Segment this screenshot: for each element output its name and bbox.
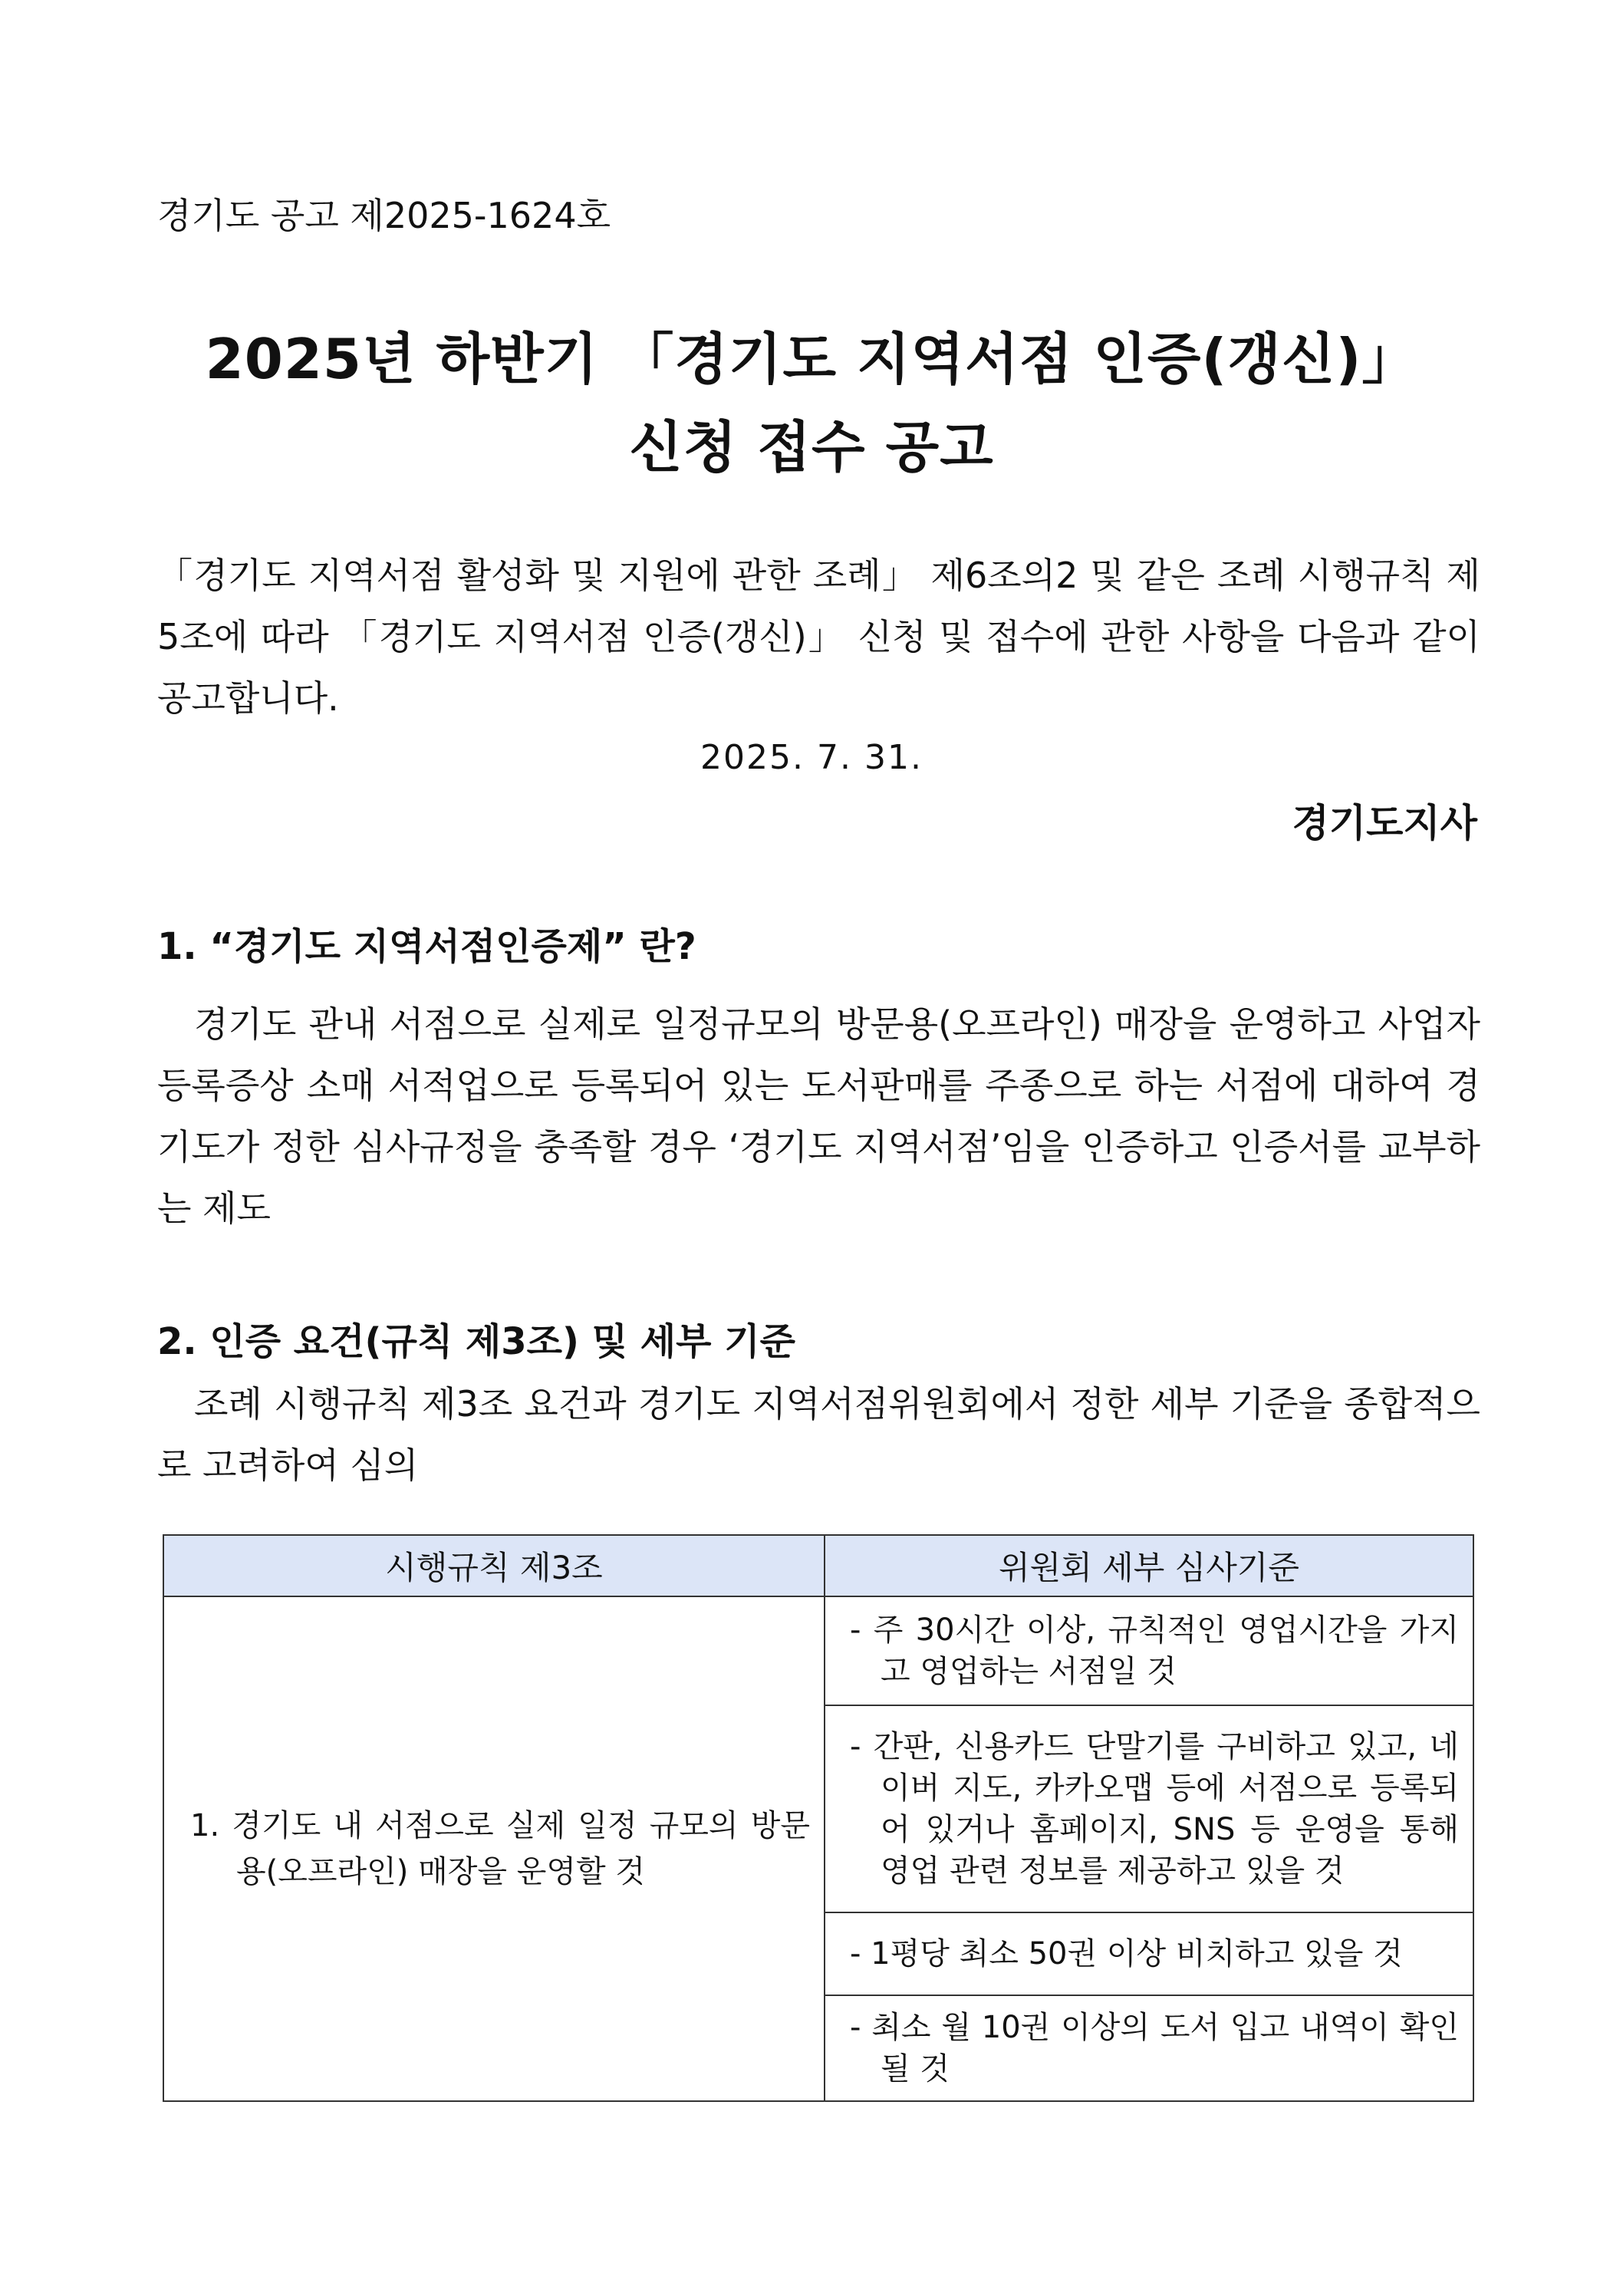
page-title-line2: 신청 접수 공고: [629, 415, 994, 479]
intro-paragraph: 「경기도 지역서점 활성화 및 지원에 관한 조례」 제6조의2 및 같은 조례 시행규칙 제5조에 따라 「경기도 지역서점 인증(갱신)」 신청 및 접수에 관한 사항을 다음과 같이 공고합니다.: [157, 555, 1480, 719]
section2-body: 조례 시행규칙 제3조 요건과 경기도 지역서점위원회에서 정한 세부 기준을 종합적으로 고려하여 심의: [157, 1383, 1480, 1486]
issuer-name: 경기도지사: [1292, 801, 1477, 845]
criteria-table: [163, 1534, 1474, 2102]
section1-body: 경기도 관내 서점으로 실제로 일정규모의 방문용(오프라인) 매장을 운영하고 사업자등록증상 소매 서적업으로 등록되어 있는 도서판매를 주종으로 하는 서점에 대하여 경기도가 정한 심사규정을 충족할 경우 ‘경기도 지역서점’임을 인증하고 인증서를 교부하는 제도: [157, 1003, 1480, 1229]
criteria-cell: [825, 1912, 1473, 1995]
notice-number: 경기도 공고 제2025-1624호: [157, 195, 611, 236]
criteria-text: - 최소 월 10권 이상의 도서 입고 내역이 확인될 것: [850, 2010, 1459, 2087]
table-row: [163, 1596, 1473, 1705]
section2-heading: 2. 인증 요건(규칙 제3조) 및 세부 기준: [157, 1320, 795, 1363]
criteria-text: - 1평당 최소 50권 이상 비치하고 있을 것: [850, 1936, 1403, 1972]
section1-heading: 1. “경기도 지역서점인증제” 란?: [157, 925, 696, 968]
criteria-cell: [825, 1596, 1473, 1705]
table-header-row: [163, 1535, 1473, 1596]
criteria-cell: [825, 1995, 1473, 2101]
criteria-text: - 간판, 신용카드 단말기를 구비하고 있고, 네이버 지도, 카카오맵 등에 서점으로 등록되어 있거나 홈페이지, SNS 등 운영을 통해 영업 관련 정보를 제공하고 있을 것: [850, 1729, 1459, 1889]
page-title: 2025년 하반기 「경기도 지역서점 인증(갱신)」: [205, 327, 1418, 391]
criteria-cell: [825, 1705, 1473, 1912]
table-header-rule: 시행규칙 제3조: [163, 1535, 825, 1596]
criteria-text: - 주 30시간 이상, 규칙적인 영업시간을 가지고 영업하는 서점일 것: [850, 1612, 1459, 1689]
table-header-criteria: 위원회 세부 심사기준: [825, 1535, 1473, 1596]
rule-cell: [163, 1596, 825, 2101]
notice-date: 2025. 7. 31.: [700, 738, 923, 777]
rule-text: 1. 경기도 내 서점으로 실제 일정 규모의 방문용(오프라인) 매장을 운영할 것: [190, 1808, 810, 1889]
